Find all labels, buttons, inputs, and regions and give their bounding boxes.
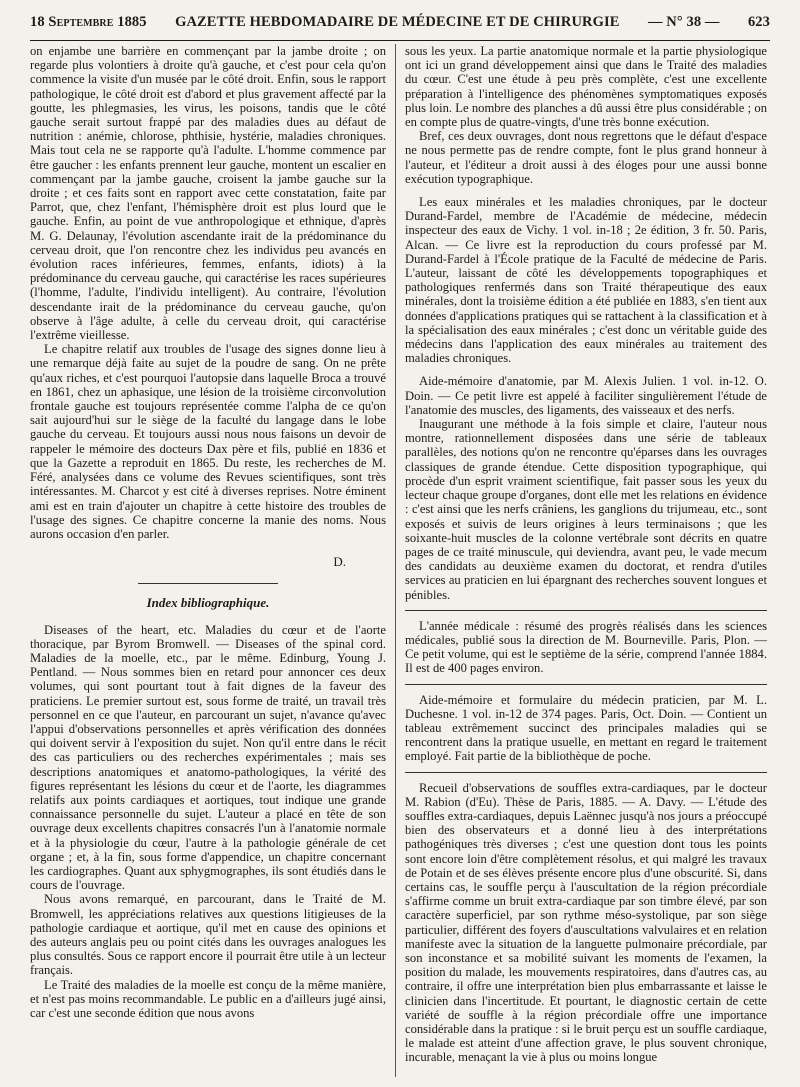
paragraph: Inaugurant une méthode à la fois simple et claire, l'auteur nous montre, rationnellement disposées dans une série de tableaux parallèles, des notions qu'on ne rencontre qu'éparses dans les ouvrages classiques de grande étendue. Cette disposition typographique, qui procède d'un esprit vraiment scientifique, fait passer sous les yeux du lecteur chaque groupe d'organes, dont elle met les relations en évidence : c'est ainsi que les nerfs crâniens, les ganglions du trijumeau, etc., sont exposés et suivis de leurs origines à leurs terminaisons ; que les soixante-huit muscles de la colonne vertébrale sont décrits en quatre pages de ce traité minuscule, qui deviendra, avant peu, le vade mecum des candidats au deuxième examen du doctorat, et rendra d'utiles services au praticien en lui épargnant des recherches souvent longues et pénibles. (405, 417, 767, 602)
header-issue-number: — N° 38 — (647, 14, 720, 30)
entry-separator (405, 772, 767, 773)
left-column (30, 44, 386, 1079)
review-entry: Aide-mémoire et formulaire du médecin praticien, par M. L. Duchesne. 1 vol. in-12 de 374 pages. Paris, Oct. Doin. — Contient un tableau extrêmement succinct des principales maladies qui se rencontrent dans la pratique usuelle, en mettant en regard le traitement employé. Fait partie de la bibliothèque de poche. (405, 692, 767, 764)
review-entry: Recueil d'observations de souffles extra-cardiaques, par le docteur M. Rabion (d'Eu). Thèse de Paris, 1885. — A. Davy. — L'étude des souffles extra-cardiaques, depuis Laënnec jusqu'à nos jours a préoccupé bien des observateurs et a donné lieu à des interprétations pathogéniques très diverses ; c'est une question dont tous les points sont encore loin d'être complètement résolus, et qui malgré les travaux de Potain et de ses élèves présente encore plus d'une obscurité. Si, dans certains cas, le souffle perçu à l'auscultation de la région précordiale s'affirme comme un bruit extra-cardiaque par son timbre élevé, par son caractère superficiel, par son rythme méso-systolique, par son siège particulier, différent des foyers d'auscultations valvulaires et en relation manifeste avec la situation de la languette pulmonaire précordiale, par son inconstance et sa mobilité suivant les moments de l'examen, la position du malade, les mouvements respiratoires, dans d'autres cas, au contraire, il offre une interprétation bien plus embarrassante et laisse le clinicien dans l'incertitude. Et pourtant, le diagnostic certain de cette variété de souffle à la région précordiale offre une importance considérable dans la pratique : si le bruit perçu est un souffle cardiaque, le malade est atteint d'une affection grave, le plus souvent chronique, incurable, menaçant la vie à plus ou moins longue (405, 780, 767, 1065)
signature: D. (333, 554, 346, 570)
paragraph: sous les yeux. La partie anatomique normale et la partie physiologique ont ici un grand développement ainsi que dans le Traité des maladies du cœur. C'est une étude à peu près complète, c'est une excellente préparation à l'intelligence des phénomènes symptomatiques exposés plus loin. Le nombre des planches a dû aussi être plus considérable ; on en compte plus de quatre-vingts, d'une très bonne exécution. (405, 44, 767, 130)
header-page-number: 623 (747, 14, 770, 30)
page-header (30, 14, 770, 41)
spacer (405, 365, 767, 374)
review-entry: Les eaux minérales et les maladies chroniques, par le docteur Durand-Fardel, membre de l'Académie de médecine, médecin inspecteur des eaux de Vichy. 1 vol. in-18 ; 2e édition, 3 fr. 50. Paris, Alcan. — Ce livre est la reproduction du cours professé par M. Durand-Fardel à l'École pratique de la Faculté de médecine de Paris. L'auteur, laissant de côté les développements topographiques et pathologiques renfermés dans son Traité thérapeutique des eaux minérales, dont la troisième édition a été publiée en 1883, s'en tient aux données d'applications pratiques qui se rattachent à la classification et à la spécialisation des eaux minérales ; c'est donc un véritable guide des médecins dans l'application des eaux minérales au traitement des maladies chroniques. (405, 195, 767, 366)
header-date: 18 Septembre 1885 (30, 14, 147, 30)
right-column (405, 44, 767, 1079)
paragraph: on enjambe une barrière en commençant par la jambe droite ; on regarde plus volontiers à droite qu'à gauche, et c'est pour cela qu'on commence la visite d'un musée par le côté droit. Enfin, sous le rapport pathologique, le côté droit est d'abord et plus gravement affecté par la goutte, les phlegmasies, les virus, les poisons, tandis que le côté gauche serait surtout frappé par des maladies dues au défaut de nutrition : anémie, chlorose, phthisie, hystérie, maladies chroniques. Mais tout cela ne se rapporte qu'à l'adulte. L'homme commence par être gaucher : les enfants prennent leur gauche, montent un escalier en commençant par la jambe gauche, croisent la jambe gauche sur la droite ; et ces faits sont en rapport avec cette constatation, faite par Parrot, que, chez l'enfant, l'hémisphère droit est plus lourd que le gauche. Enfin, au point de vue anthropologique et ethnique, d'après M. G. Delaunay, l'évolution ascendante irait de la prédominance du cerveau droit, que l'on rencontre chez les individus peu avancés en évolution races inférieures, femmes, enfants, idiots) à la prédominance du cerveau gauche, qui caractérise les races supérieures (l'homme, l'adulte, l'individu intelligent). Au contraire, l'évolution descendante irait de la prédominance du cerveau gauche, qu'on observe à l'âge adulte, à celle du cerveau droit, qui caractérise l'extrême vieillesse. (30, 44, 386, 343)
paragraph: Nous avons remarqué, en parcourant, dans le Traité de M. Bromwell, les appréciations relatives aux questions litigieuses de la pathologie cardiaque et aortique, qu'il met en cause des opinions et des auteurs anglais peu ou point cités dans les ouvrages analogues les plus consultés. Sous ce rapport encore il pourrait être utile à un lecteur français. (30, 892, 386, 978)
entry-separator (405, 684, 767, 685)
entry-separator (405, 610, 767, 611)
section-divider (138, 583, 278, 584)
section-title: Index bibliographique. (146, 595, 270, 611)
paragraph: Le chapitre relatif aux troubles de l'usage des signes donne lieu à une remarque déjà faite au sujet de la poudre de sang. On ne prête qu'aux riches, et c'est pourquoi l'autopsie dans laquelle Broca a trouvé en 1861, chez un aphasique, une lésion de la troisième circonvolution frontale gauche est toujours représentée comme l'alpha de ce qu'on sait aujourd'hui sur le siège de la faculté du langage dans le lobe gauche du cerveau. Et toujours aussi nous nous faisons un devoir de rappeler le mémoire des docteurs Dax père et fils, publié en 1836 et que la Gazette a reproduit en 1865. Du reste, les recherches de M. Féré, analysées dans ce volume des Revues scientifiques, sont très intéressantes. M. Charcot y est cité à diverses reprises. Notre éminent ami est en train d'ajouter un chapitre à cette histoire des troubles de l'usage des signes. Ce chapitre concerne la manie des noms. Nous aurons occasion d'en parler. (30, 342, 386, 541)
header-journal-title: GAZETTE HEBDOMADAIRE DE MÉDECINE ET DE CHIRURGIE (175, 14, 620, 30)
spacer (405, 186, 767, 195)
column-divider (395, 44, 396, 1077)
review-entry: Diseases of the heart, etc. Maladies du cœur et de l'aorte thoracique, par Byrom Bromwell. — Diseases of the spinal cord. Maladies de la moelle, etc., par le même. Edinburg, Young J. Pentland. — Nous sommes bien en retard pour annoncer ces deux volumes, qui sont pourtant tout à fait dignes de la faveur des praticiens. Le premier surtout est, sous forme de traité, un travail très personnel en ce que l'auteur, en parcourant un sujet, n'avance qu'avec l'appui d'observations personnelles et après vérification des données qui doivent servir à l'exposition du sujet. Non qu'il entre dans le récit des cas particuliers ou des recherches expérimentales ; mais ses descriptions anatomiques et anatomo-pathologiques, la vérité des figures représentant les lésions du cœur et de l'aorte, les diagrammes relatifs aux points cardiaques et aortiques, tout indique une grande connaissance personnelle du sujet. L'auteur a placé en tête de son ouvrage deux excellents chapitres consacrés l'un à l'anatomie normale et à la physiologie du cœur, l'autre à la pathologie générale de cet organe ; et, à la fin, sous forme d'appendice, un chapitre concernant les cardiographes. Quant aux sphygmographes, ils sont étudiés dans le cours de l'ouvrage. (30, 622, 386, 893)
review-entry: L'année médicale : résumé des progrès réalisés dans les sciences médicales, publié sous la direction de M. Bourneville. Paris, Plon. — Ce petit volume, qui est le septième de la série, comprend l'année 1884. Il est de 400 pages environ. (405, 618, 767, 676)
paragraph: Le Traité des maladies de la moelle est conçu de la même manière, et n'est pas moins recommandable. Le public en a d'ailleurs jugé ainsi, car c'est une seconde édition que nous avons (30, 977, 386, 1020)
paragraph: Bref, ces deux ouvrages, dont nous regrettons que le défaut d'espace ne nous permette pas de rendre compte, font le plus grand honneur à l'auteur, et l'éditeur a droit aussi à des éloges pour une aussi bonne exécution typographique. (405, 129, 767, 186)
review-entry: Aide-mémoire d'anatomie, par M. Alexis Julien. 1 vol. in-12. O. Doin. — Ce petit livre est appelé à faciliter singulièrement l'étude de l'anatomie des muscles, des ligaments, des vaisseaux et des nerfs. (405, 374, 767, 417)
